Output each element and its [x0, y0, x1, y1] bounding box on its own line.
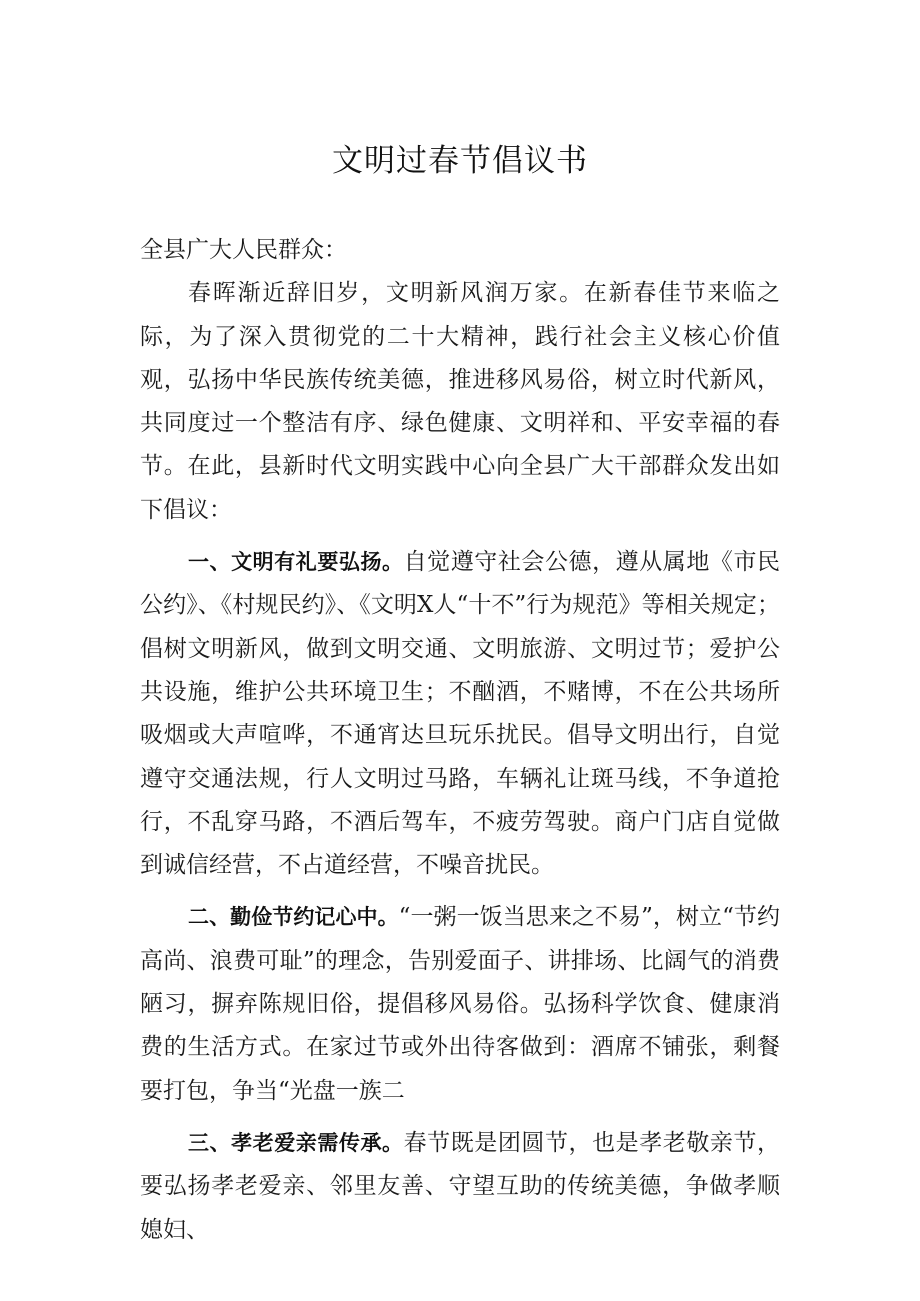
paragraph-text: 春节既是团圆节，也是孝老敬亲节，要弘扬孝老爱亲、邻里友善、守望互助的传统美德，争做孝顺媳妇、 [140, 1129, 781, 1243]
document-title: 文明过春节倡议书 [332, 143, 588, 179]
document-body [140, 229, 780, 1252]
salutation: 全县广大人民群众： [140, 237, 347, 263]
paragraph-text: 自觉遵守社会公德，遵从属地《市民公约》、《村规民约》、《文明X人“十不”行为规范》等相关规定；倡树文明新风，做到文明交通、文明旅游、文明过节；爱护公共设施，维护公共环境卫生；不酗酒，不赌博，不在公共场所吸烟或大声喧哗，不通宵达旦玩乐扰民。倡导文明出行，自觉遵守交通法规，行人文明过马路，车辆礼让斑马线，不争道抢行，不乱穿马路，不酒后驾车，不疲劳驾驶。商户门店自觉做到诚信经营，不占道经营，不噪音扰民。 [140, 549, 781, 879]
intro-paragraph [140, 272, 780, 532]
proposal-paragraph-2 [140, 896, 780, 1112]
proposal-paragraph-3 [140, 1122, 780, 1252]
proposal-paragraph-1 [140, 541, 780, 887]
paragraph-heading: 一、文明有礼要弘扬。 [188, 550, 404, 575]
paragraph-text: 春晖渐近辞旧岁，文明新风润万家。在新春佳节来临之际，为了深入贯彻党的二十大精神，践行社会主义核心价值观，弘扬中华民族传统美德，推进移风易俗，树立时代新风，共同度过一个整洁有序、绿色健康、文明祥和、平安幸福的春节。在此，县新时代文明实践中心向全县广大干部群众发出如下倡议： [140, 280, 780, 523]
paragraph-heading: 三、孝老爱亲需传承。 [188, 1130, 404, 1155]
paragraph-text: “一粥一饭当思来之不易”，树立“节约高尚、浪费可耻”的理念，告别爱面子、讲排场、比阔气的消费陋习，摒弃陈规旧俗，提倡移风易俗。弘扬科学饮食、健康消费的生活方式。在家过节或外出待客做到：酒席不铺张，剩餐要打包，争当“光盘一族二 [140, 904, 780, 1104]
paragraph-heading: 二、勤俭节约记心中。 [188, 905, 399, 930]
